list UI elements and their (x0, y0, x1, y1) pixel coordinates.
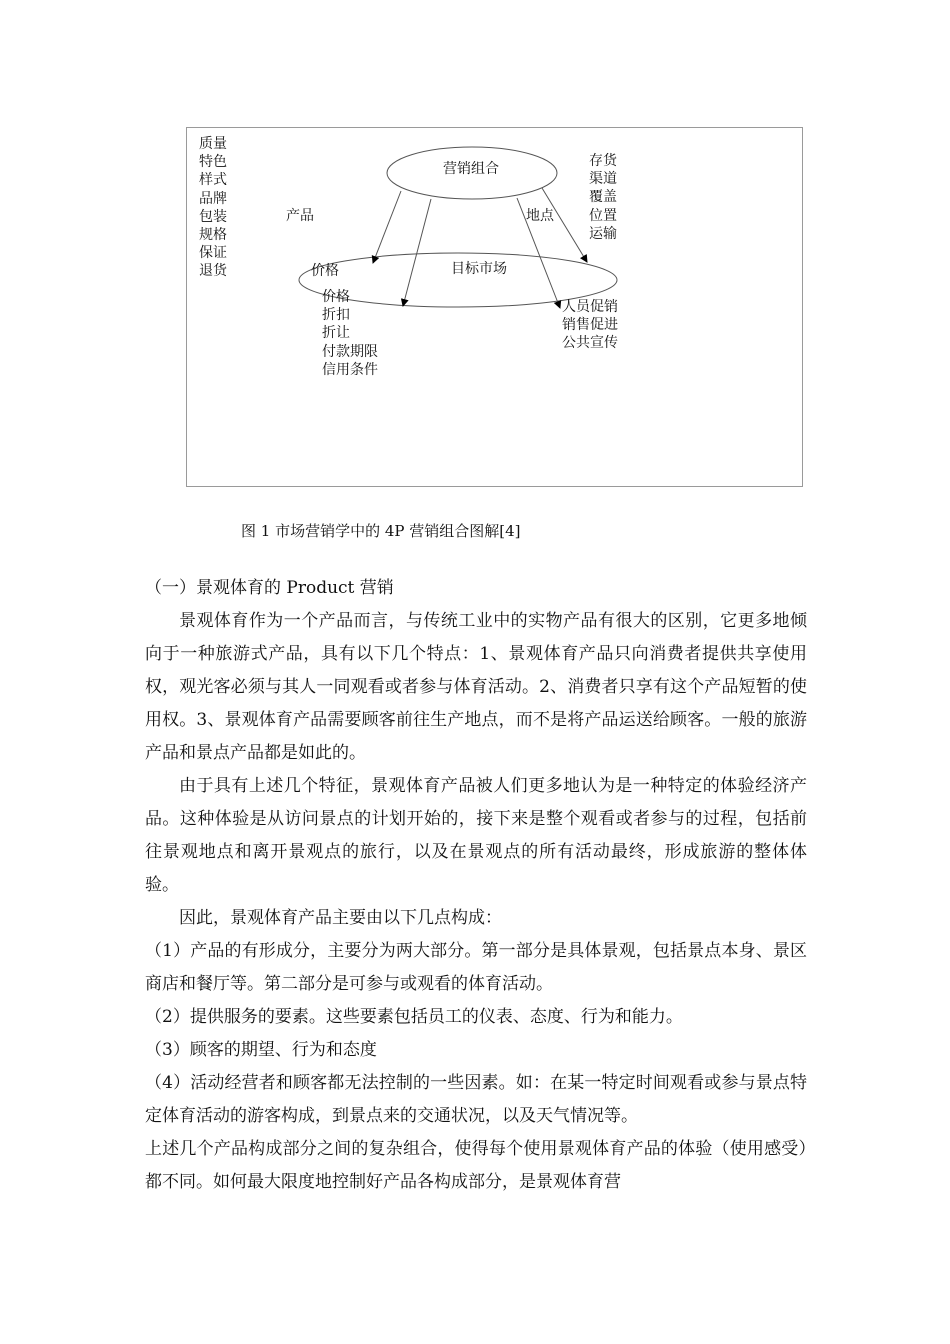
product-attribute: 特色 (199, 154, 227, 171)
closing-paragraph: 上述几个产品构成部分之间的复杂组合，使得每个使用景观体育产品的体验（使用感受）都不同。如何最大限度地控制好产品各构成部分，是景观体育营 (145, 1139, 807, 1192)
place-attributes (589, 152, 617, 243)
product-attribute: 品牌 (199, 190, 227, 207)
section-title: （一）景观体育的 Product 营销 (145, 578, 394, 598)
promotion-attribute: 销售促进 (562, 317, 618, 334)
price-attribute: 付款期限 (322, 343, 378, 360)
place-attribute: 运输 (589, 225, 617, 242)
product-attribute: 规格 (199, 227, 227, 244)
place-attribute: 渠道 (589, 171, 617, 188)
price-attribute: 价格 (322, 289, 350, 305)
promotion-attributes (562, 298, 618, 353)
arrow-price (403, 199, 431, 306)
product-attributes (199, 135, 227, 281)
promotion-attribute: 公共宣传 (562, 335, 618, 352)
diagram-lines (187, 128, 804, 488)
product-attribute: 保证 (199, 245, 227, 262)
figure-4p-diagram (186, 127, 803, 487)
label-product: 产品 (286, 208, 314, 224)
price-attribute: 折扣 (322, 307, 350, 324)
paragraph: 景观体育作为一个产品而言，与传统工业中的实物产品有很大的区别，它更多地倾向于一种旅游式产品，具有以下几个特点：1、景观体育产品只向消费者提供共享使用权，观光客必须与其人一同观看或者参与体育活动。2、消费者只享有这个产品短暂的使用权。3、景观体育产品需要顾客前往生产地点，而不是将产品运送给顾客。一般的旅游产品和景点产品都是如此的。 (145, 611, 807, 763)
place-attribute: 位置 (589, 207, 617, 224)
price-attribute: 折让 (322, 325, 350, 342)
oval-top-label: 营销组合 (443, 161, 499, 177)
figure-caption: 图 1 市场营销学中的 4P 营销组合图解[4] (241, 522, 521, 540)
list-item: （4）活动经营者和顾客都无法控制的一些因素。如：在某一特定时间观看或参与景点特定体育活动的游客构成，到景点来的交通状况，以及天气情况等。 (145, 1073, 807, 1126)
arrow-promotion (542, 188, 587, 262)
paragraph: 因此，景观体育产品主要由以下几点构成： (179, 908, 502, 928)
product-attribute: 质量 (199, 136, 227, 152)
label-price: 价格 (311, 263, 339, 279)
oval-bottom-label: 目标市场 (451, 261, 507, 277)
label-place: 地点 (526, 208, 554, 224)
product-attribute: 样式 (199, 172, 227, 189)
body-text (145, 572, 807, 1199)
price-attribute: 信用条件 (322, 361, 378, 378)
product-attribute: 退货 (199, 263, 227, 280)
list-item: （3）顾客的期望、行为和态度 (145, 1040, 377, 1060)
product-attribute: 包装 (199, 208, 227, 225)
place-attribute: 覆盖 (589, 189, 617, 206)
place-attribute: 存货 (589, 153, 617, 169)
list-item: （2）提供服务的要素。这些要素包括员工的仪表、态度、行为和能力。 (145, 1007, 683, 1027)
list-item: （1）产品的有形成分，主要分为两大部分。第一部分是具体景观，包括景点本身、景区商店和餐厅等。第二部分是可参与或观看的体育活动。 (145, 941, 807, 994)
price-attributes (322, 288, 378, 379)
promotion-attribute: 人员促销 (562, 299, 618, 315)
paragraph: 由于具有上述几个特征，景观体育产品被人们更多地认为是一种特定的体验经济产品。这种体验是从访问景点的计划开始的，接下来是整个观看或者参与的过程，包括前往景观地点和离开景观点的旅行，以及在景观点的所有活动最终，形成旅游的整体体验。 (145, 776, 807, 895)
arrow-product (373, 191, 401, 263)
